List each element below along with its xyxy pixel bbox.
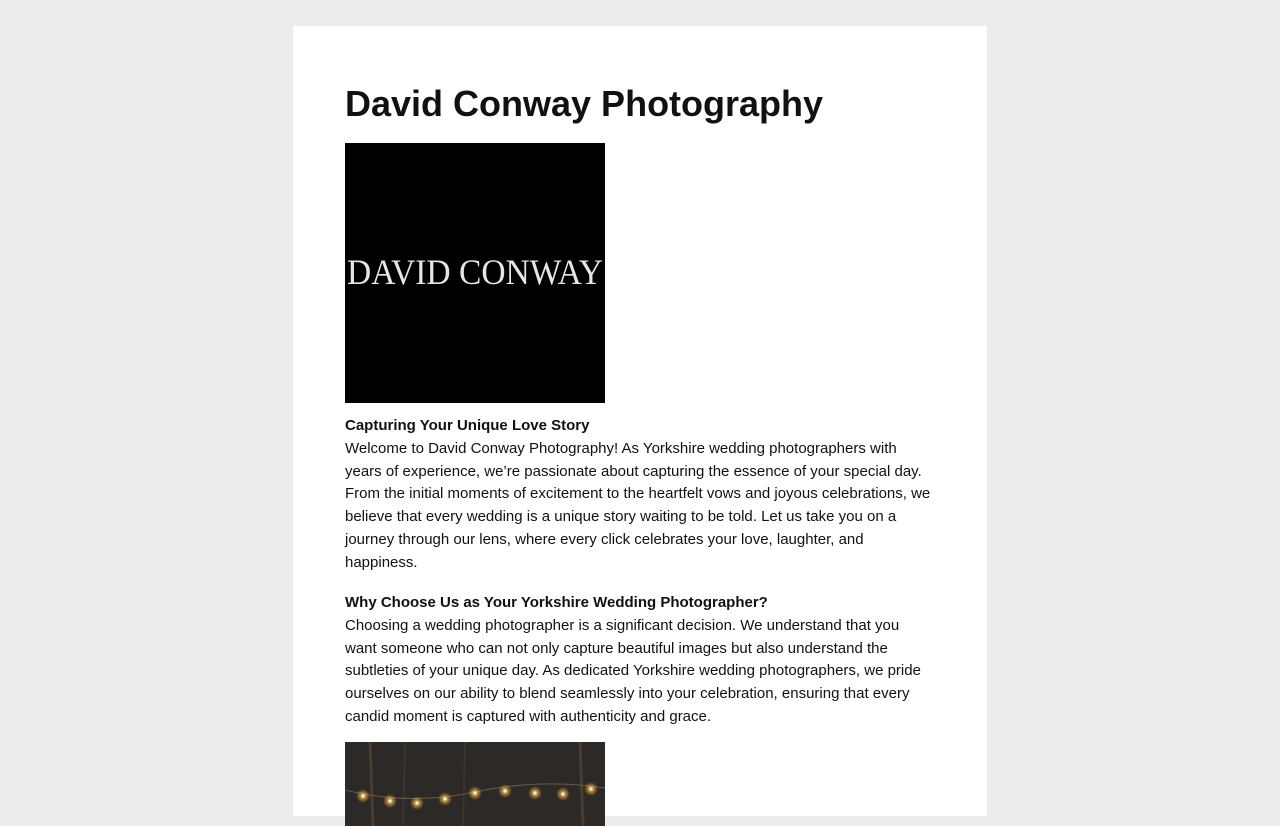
section-heading: Capturing Your Unique Love Story	[345, 417, 590, 434]
wedding-photo-svg	[345, 742, 605, 826]
wedding-photo	[345, 742, 605, 826]
logo-text: DAVID CONWAY	[347, 252, 603, 292]
logo-svg	[345, 143, 605, 403]
section-body: Choosing a wedding photographer is a significant decision. We understand that you want someone who can not only capture beautiful images but also understand the subtleties of your unique day. As dedicated Yorkshire wedding photographers, we pride ourselves on our ability to blend seamlessly into your celebration, ensuring that every candid moment is captured with authenticity and grace.	[345, 616, 921, 725]
section-heading: Why Choose Us as Your Yorkshire Wedding Photographer?	[345, 594, 768, 611]
section-why-choose-us	[345, 592, 935, 729]
page-title: David Conway Photography	[345, 83, 824, 124]
section-body: Welcome to David Conway Photography! As Yorkshire wedding photographers with years of experience, we’re passionate about capturing the essence of your special day. From the initial moments of excitement to the heartfelt vows and joyous celebrations, we believe that every wedding is a unique story waiting to be told. Let us take you on a journey through our lens, where every click celebrates your love, laughter, and happiness.	[345, 439, 931, 571]
logo-image	[345, 143, 605, 403]
section-love-story	[345, 415, 935, 575]
page-card	[293, 26, 987, 816]
